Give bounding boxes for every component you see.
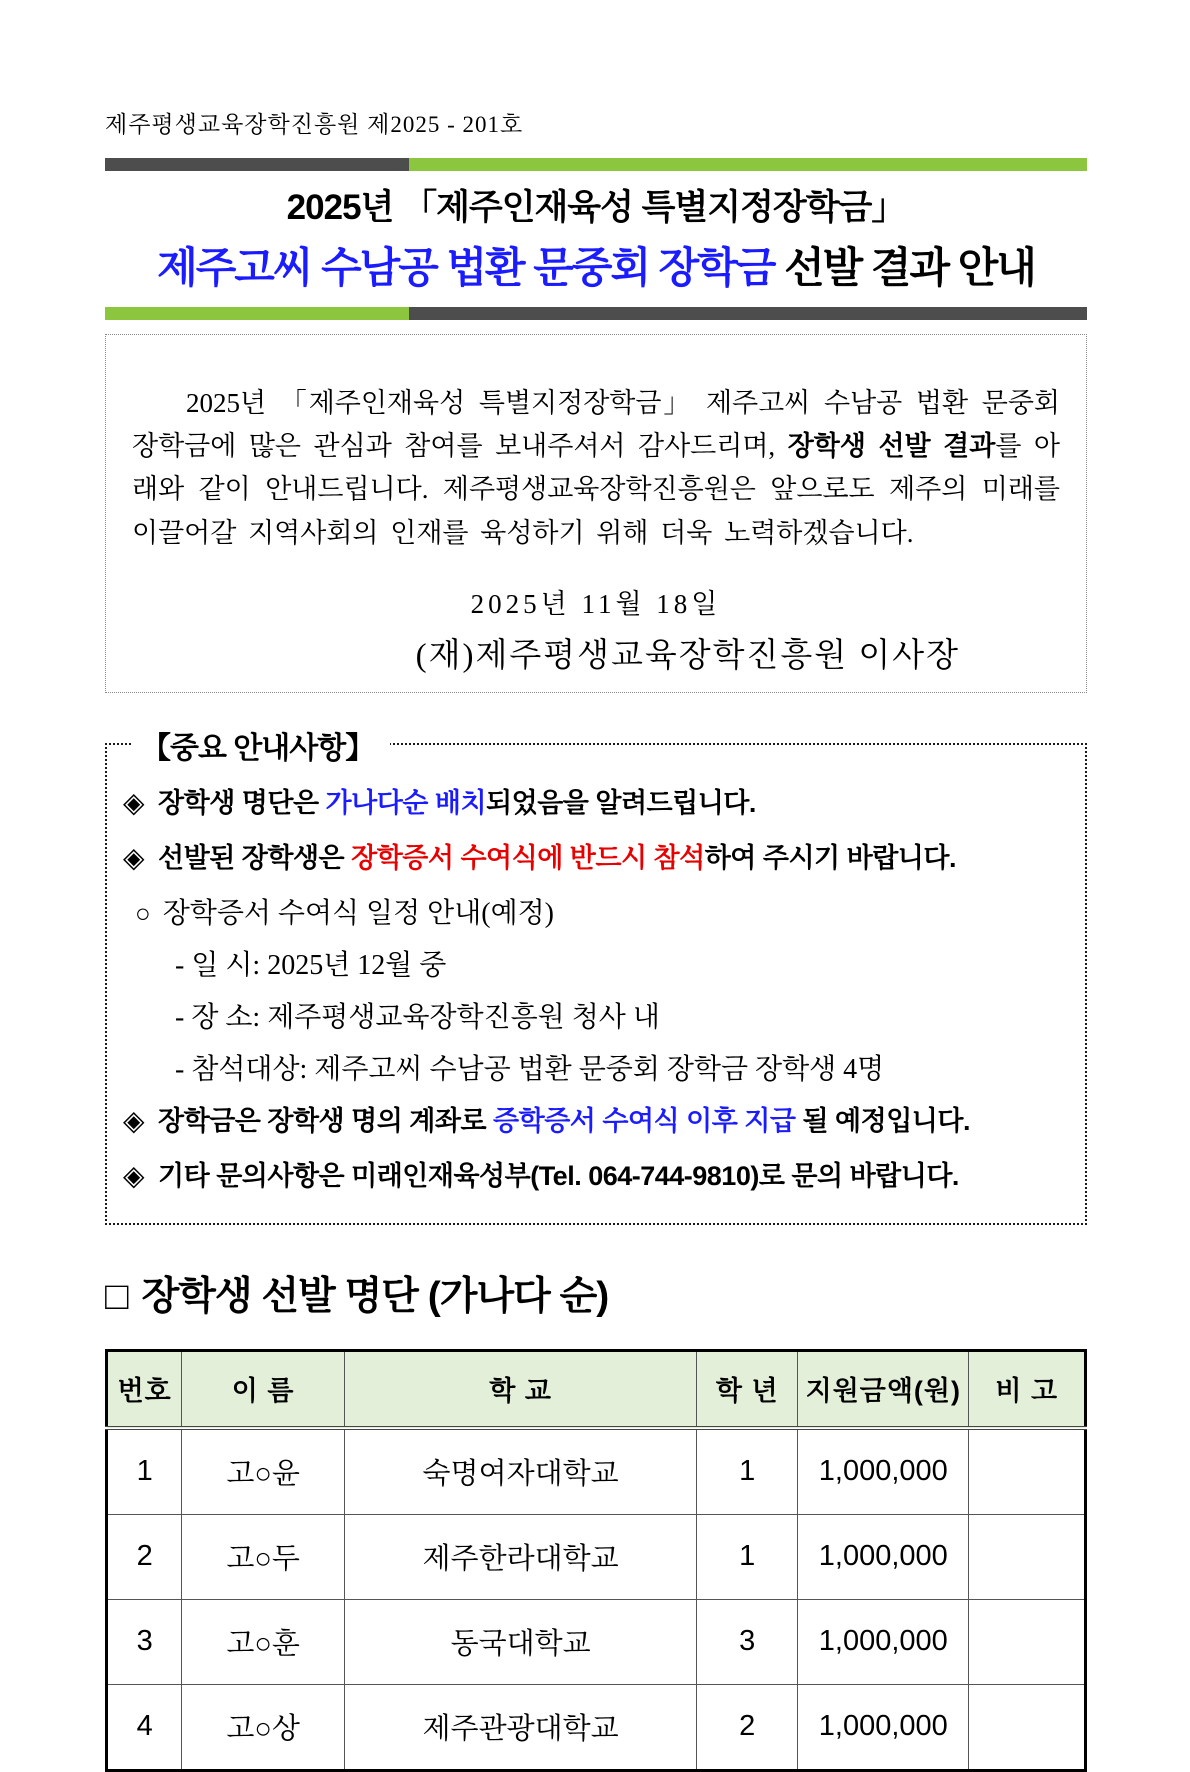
divider-dark-segment bbox=[105, 158, 409, 171]
divider-green-segment bbox=[409, 158, 1087, 171]
column-header-school: 학 교 bbox=[344, 1350, 696, 1428]
cell-amount: 1,000,000 bbox=[798, 1684, 969, 1770]
cell-name: 고○윤 bbox=[182, 1428, 345, 1515]
table-row bbox=[107, 1684, 1086, 1770]
intro-text-pre: 2025년 「제주인재육성 특별지정장학금」 제주고씨 수남공 법환 문중회 장학금에 많은 관심과 참여를 보내주셔서 감사드리며, bbox=[132, 388, 1060, 462]
important-notice-box bbox=[105, 731, 1087, 1225]
notice-text: 선발된 장학생은 bbox=[158, 842, 352, 873]
notice-item bbox=[123, 1099, 1071, 1138]
ceremony-attendees-line: - 참석대상: 제주고씨 수남공 법환 문중회 장학금 장학생 4명 bbox=[175, 1053, 885, 1085]
notice-text-highlight-red: 장학증서 수여식에 반드시 참석 bbox=[351, 842, 705, 873]
cell-amount: 1,000,000 bbox=[798, 1428, 969, 1515]
cell-school: 제주관광대학교 bbox=[344, 1684, 696, 1770]
cell-grade: 3 bbox=[697, 1599, 798, 1684]
table-row bbox=[107, 1428, 1086, 1515]
cell-number: 2 bbox=[107, 1514, 182, 1599]
cell-note bbox=[969, 1514, 1086, 1599]
intro-paragraph bbox=[132, 382, 1060, 555]
notice-text: 될 예정입니다. bbox=[795, 1105, 970, 1136]
title-line-2 bbox=[105, 235, 1087, 295]
column-header-name: 이 름 bbox=[182, 1350, 345, 1428]
cell-grade: 1 bbox=[697, 1428, 798, 1515]
title-line-1: 2025년 「제주인재육성 특별지정장학금」 bbox=[286, 188, 906, 227]
column-header-note: 비 고 bbox=[969, 1350, 1086, 1428]
cell-name: 고○상 bbox=[182, 1684, 345, 1770]
title-rest: 선발 결과 안내 bbox=[774, 244, 1035, 291]
cell-school: 숙명여자대학교 bbox=[344, 1428, 696, 1515]
circle-bullet-icon: ○ bbox=[135, 898, 151, 928]
column-header-grade: 학 년 bbox=[697, 1350, 798, 1428]
notice-text-highlight-blue: 가나다순 배치 bbox=[325, 787, 487, 818]
cell-grade: 1 bbox=[697, 1514, 798, 1599]
intro-box bbox=[105, 334, 1087, 693]
intro-text-post: 를 아래와 같이 안내드립니다. 제주평생교육장학진흥원은 앞으로도 제주의 미래를 이끌어갈 지역사회의 인재를 육성하기 위해 더욱 노력하겠습니다. bbox=[132, 431, 1060, 548]
notice-text: 기타 문의사항은 미래인재육성부(Tel. 064-744-9810)로 문의 바랍니다. bbox=[158, 1160, 959, 1191]
cell-amount: 1,000,000 bbox=[798, 1599, 969, 1684]
intro-text-bold: 장학생 선발 결과 bbox=[787, 431, 996, 462]
date-line: 2025년 11월 18일 bbox=[470, 588, 722, 619]
notice-text: 장학증서 수여식 일정 안내(예정) bbox=[162, 897, 554, 929]
cell-amount: 1,000,000 bbox=[798, 1514, 969, 1599]
divider-green-segment bbox=[105, 307, 409, 320]
title-highlight: 제주고씨 수남공 법환 문중회 장학금 bbox=[157, 244, 775, 291]
table-header-row bbox=[107, 1350, 1086, 1428]
square-bullet-icon: □ bbox=[105, 1274, 128, 1318]
cell-note bbox=[969, 1684, 1086, 1770]
signature-line: (재)제주평생교육장학진흥원 이사장 bbox=[415, 637, 960, 674]
diamond-bullet-icon: ◈ bbox=[123, 1159, 145, 1191]
roster-section-heading bbox=[105, 1265, 1087, 1321]
cell-note bbox=[969, 1599, 1086, 1684]
notice-text-highlight-blue: 증학증서 수여식 이후 지급 bbox=[493, 1105, 796, 1136]
scholarship-roster-table bbox=[105, 1349, 1087, 1772]
divider-dark-segment bbox=[409, 307, 1087, 320]
notice-text: 장학금은 장학생 명의 계좌로 bbox=[158, 1105, 494, 1136]
document-number: 제주평생교육장학진흥원 제2025 - 201호 bbox=[105, 112, 524, 137]
cell-grade: 2 bbox=[697, 1684, 798, 1770]
notice-item bbox=[123, 1154, 1071, 1193]
column-header-amount: 지원금액(원) bbox=[798, 1350, 969, 1428]
table-row bbox=[107, 1514, 1086, 1599]
notice-box-title: 【중요 안내사항】 bbox=[133, 723, 390, 767]
column-header-number: 번호 bbox=[107, 1350, 182, 1428]
cell-name: 고○두 bbox=[182, 1514, 345, 1599]
diamond-bullet-icon: ◈ bbox=[123, 786, 145, 818]
notice-text: 장학생 명단은 bbox=[158, 787, 326, 818]
table-row bbox=[107, 1599, 1086, 1684]
cell-number: 1 bbox=[107, 1428, 182, 1515]
roster-heading-text: 장학생 선발 명단 (가나다 순) bbox=[141, 1274, 609, 1318]
notice-item bbox=[123, 781, 1071, 820]
header-divider-bar bbox=[105, 158, 1087, 171]
notice-text: 되었음을 알려드립니다. bbox=[486, 787, 756, 818]
cell-number: 3 bbox=[107, 1599, 182, 1684]
diamond-bullet-icon: ◈ bbox=[123, 1104, 145, 1136]
notice-text: 하여 주시기 바랍니다. bbox=[704, 842, 956, 873]
ceremony-schedule-heading bbox=[135, 891, 1071, 931]
ceremony-date-line: - 일 시: 2025년 12월 중 bbox=[175, 949, 447, 981]
cell-note bbox=[969, 1428, 1086, 1515]
cell-school: 제주한라대학교 bbox=[344, 1514, 696, 1599]
diamond-bullet-icon: ◈ bbox=[123, 841, 145, 873]
notice-item bbox=[123, 836, 1071, 875]
cell-school: 동국대학교 bbox=[344, 1599, 696, 1684]
title-divider-bar bbox=[105, 307, 1087, 320]
ceremony-place-line: - 장 소: 제주평생교육장학진흥원 청사 내 bbox=[175, 1001, 660, 1033]
cell-name: 고○훈 bbox=[182, 1599, 345, 1684]
cell-number: 4 bbox=[107, 1684, 182, 1770]
